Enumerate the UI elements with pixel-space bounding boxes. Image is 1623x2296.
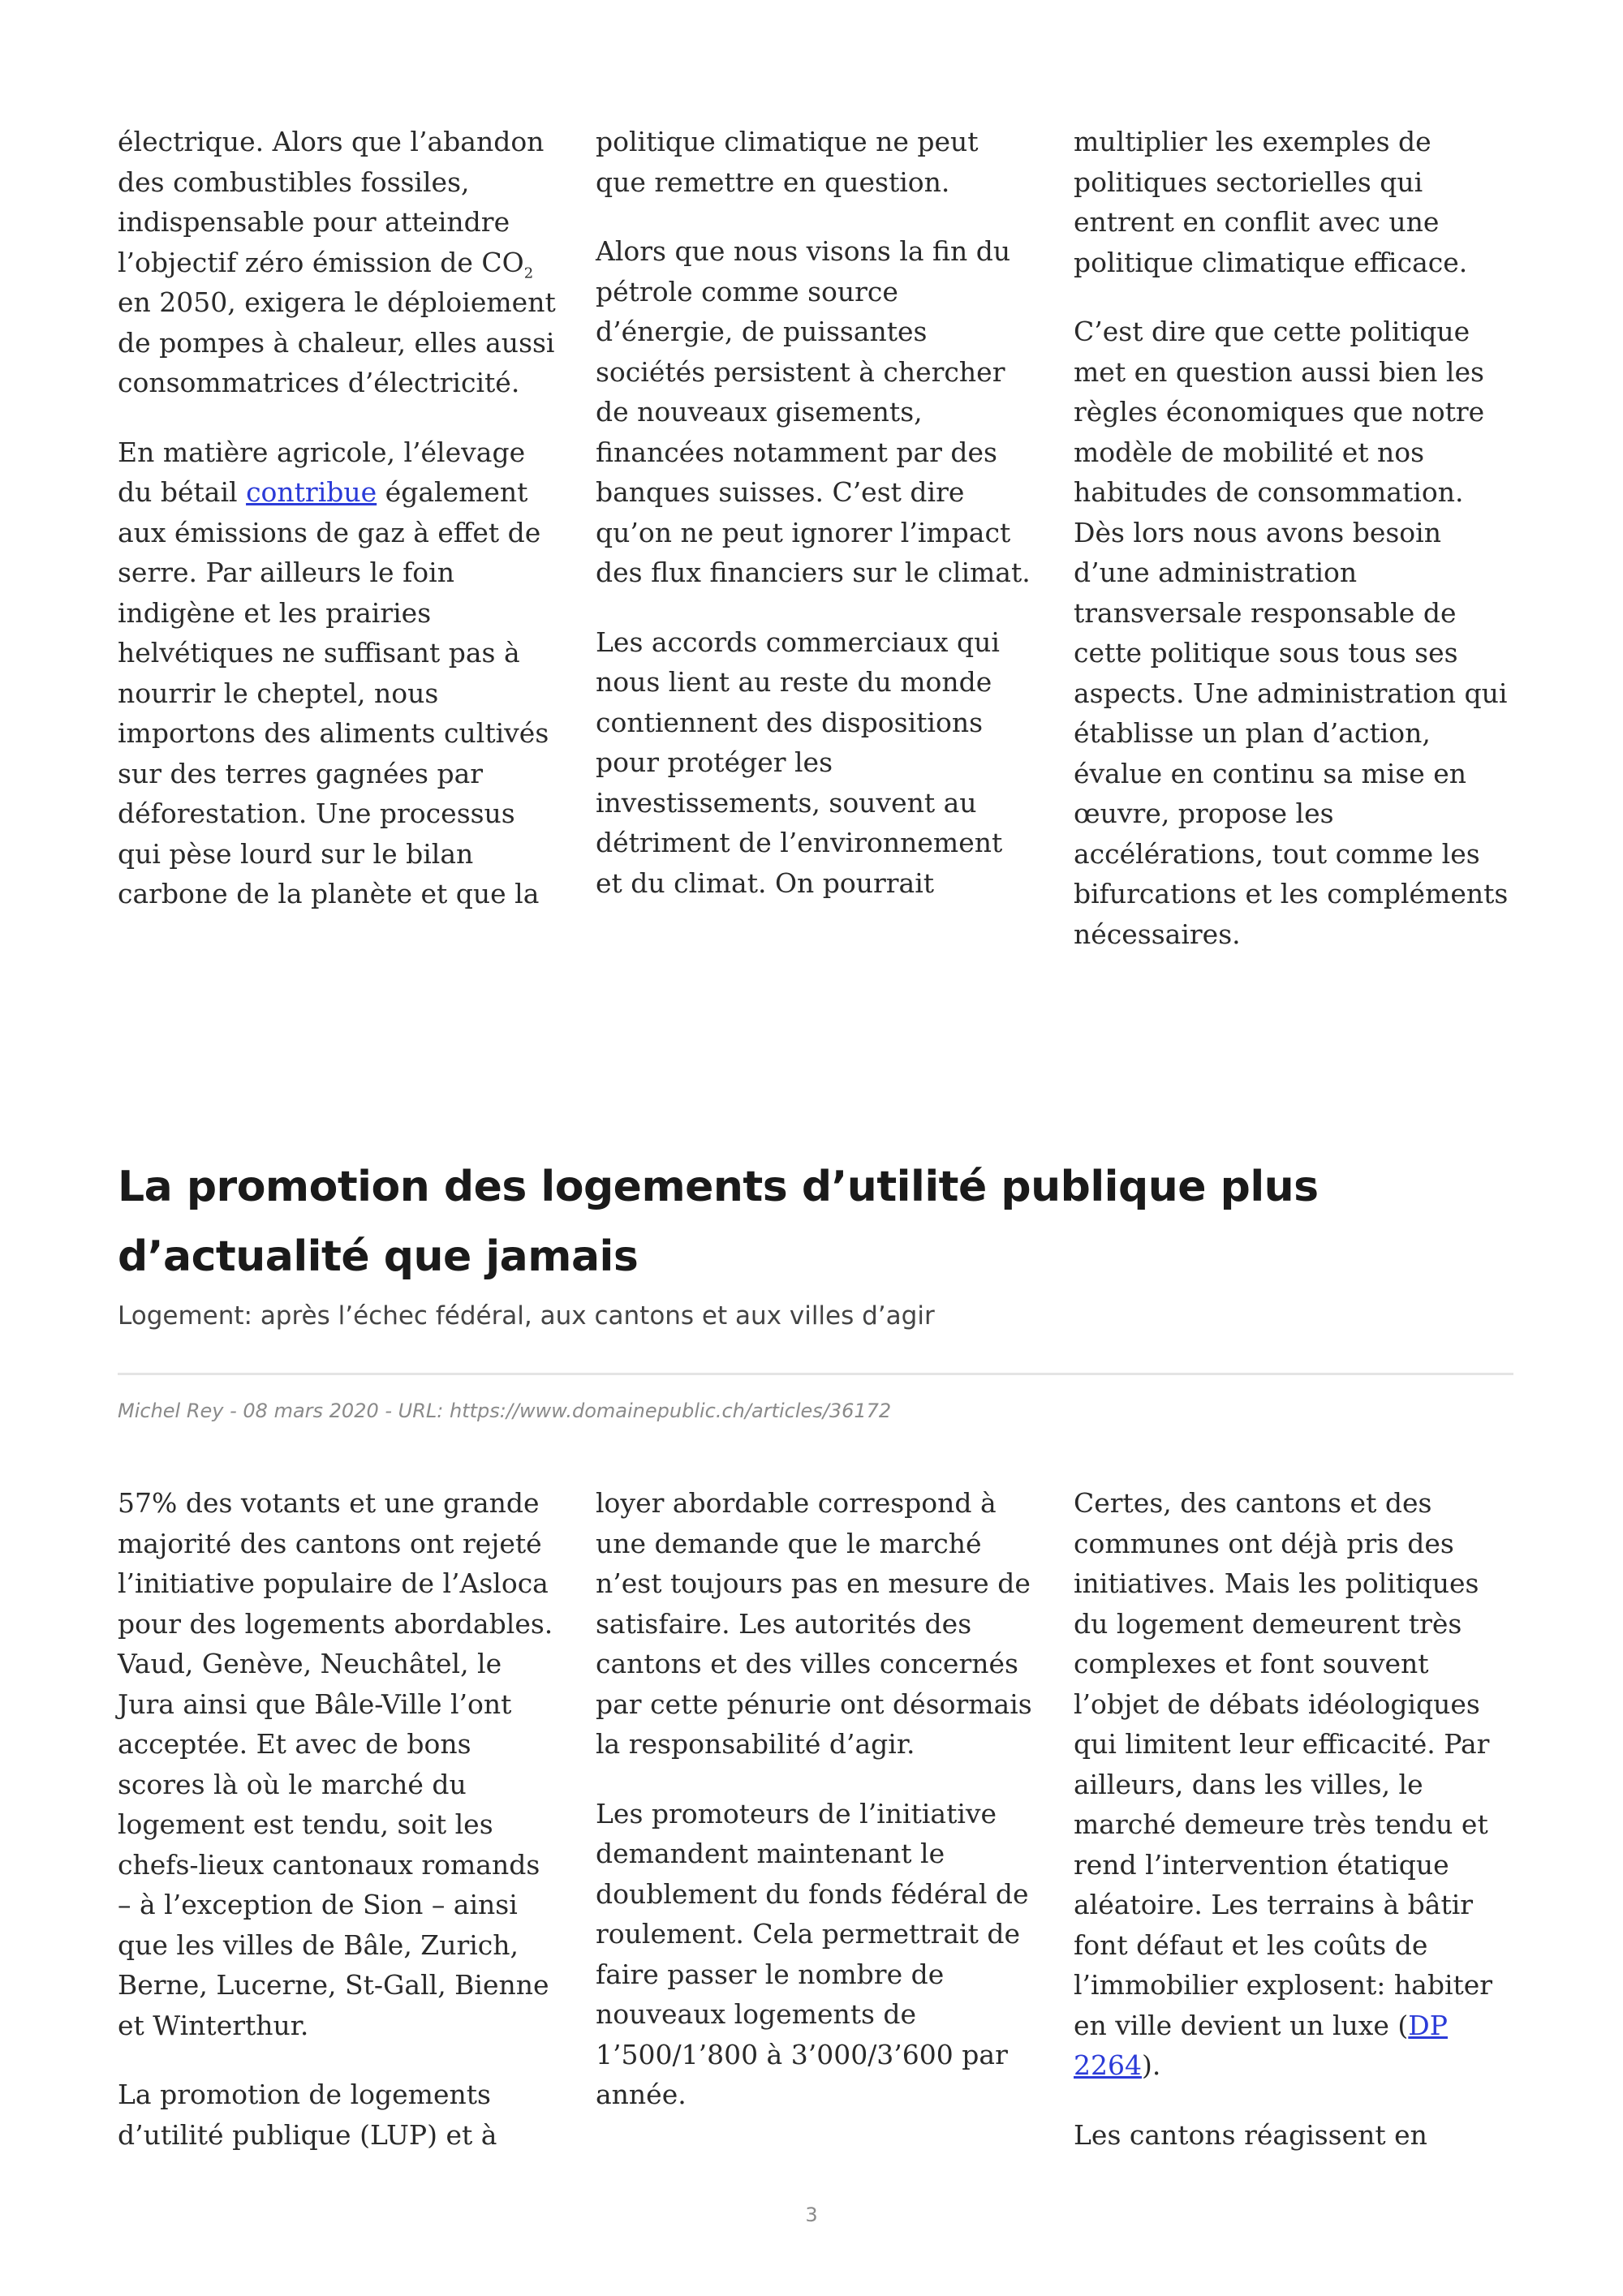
dp-2264-link[interactable]: DP 2264 — [1074, 2009, 1448, 2081]
article-subtitle: Logement: après l’échec fédéral, aux cantons et aux villes d’agir — [118, 1301, 935, 1331]
text-column-2 — [596, 1483, 1035, 2155]
text-column-2 — [596, 122, 1035, 954]
paragraph: En matière agricole, l’élevage du bétail contribue également aux émissions de gaz à effet de serre. Par ailleurs le foin indigène et les prairies helvétiques ne suffisant pas à nourrir le cheptel, nous importons des aliments cultivés sur des terres gagnées par déforestation. Une processus qui pèse lourd sur le bilan carbone de la planète et que la — [118, 436, 549, 909]
page-number: 3 — [805, 2204, 818, 2226]
paragraph: Certes, des cantons et des communes ont déjà pris des initiatives. Mais les politiques du logement demeurent très complexes et font souvent l’objet de débats idéologiques qui limitent leur efficacité. Par ailleurs, dans les villes, le marché demeure très tendu et rend l’intervention étatique aléatoire. Les terrains à bâtir font défaut et les coûts de l’immobilier explosent: habiter en ville devient un luxe (DP 2264). — [1074, 1487, 1493, 2081]
paragraph: 57% des votants et une grande majorité des cantons ont rejeté l’initiative populaire de l’Asloca pour des logements abordables. Vaud, Genève, Neuchâtel, le Jura ainsi que Bâle-Ville l’ont acceptée. Et avec de bons scores là où le marché du logement est tendu, soit les chefs-lieux cantonaux romands – à l’exception de Sion – ainsi que les villes de Bâle, Zurich, Berne, Lucerne, St-Gall, Bienne et Winterthur. — [118, 1487, 553, 2041]
subscript: 2 — [523, 264, 534, 282]
text-column-3 — [1074, 122, 1513, 954]
text-column-1 — [118, 122, 558, 954]
previous-article-columns — [118, 122, 1513, 954]
paragraph: politique climatique ne peut que remettre en question. — [596, 126, 979, 198]
text-column-1 — [118, 1483, 558, 2155]
article-columns — [118, 1483, 1513, 2155]
article-byline: Michel Rey - 08 mars 2020 - URL: https://www.domainepublic.ch/articles/36172 — [118, 1400, 892, 1422]
text-column-3 — [1074, 1483, 1513, 2155]
divider — [118, 1373, 1513, 1375]
paragraph: multiplier les exemples de politiques sectorielles qui entrent en conflit avec une politique climatique efficace. — [1074, 126, 1468, 278]
paragraph: loyer abordable correspond à une demande que le marché n’est toujours pas en mesure de satisfaire. Les autorités des cantons et des villes concernés par cette pénurie ont désormais la responsabilité d’agir. — [596, 1487, 1032, 1760]
paragraph: La promotion de logements d’utilité publique (LUP) et à — [118, 2079, 497, 2151]
paragraph: Alors que nous visons la fin du pétrole comme source d’énergie, de puissantes sociétés persistent à chercher de nouveaux gisements, financées notamment par des banques suisses. C’est dire qu’on ne peut ignorer l’impact des flux financiers sur le climat. — [596, 235, 1031, 588]
article-title: La promotion des logements d’utilité publique plus d’actualité que jamais — [118, 1163, 1319, 1281]
paragraph: Les accords commerciaux qui nous lient au reste du monde contiennent des dispositions pour protéger les investissements, souvent au détriment de l’environnement et du climat. On pourrait — [596, 626, 1003, 899]
paragraph: électrique. Alors que l’abandon des combustibles fossiles, indispensable pour atteindre l’objectif zéro émission de $CO_2$ en 2050, exigera le déploiement de pompes à chaleur, elles aussi consommatrices d’électricité. — [118, 126, 556, 398]
paragraph: Les cantons réagissent en — [1074, 2118, 1427, 2151]
paragraph: C’est dire que cette politique met en question aussi bien les règles économiques que notre modèle de mobilité et nos habitudes de consommation. Dès lors nous avons besoin d’une administration transversale responsable de cette politique sous tous ses aspects. Une administration qui établisse un plan d’action, évalue en continu sa mise en œuvre, propose les accélérations, tout comme les bifurcations et les compléments nécessaires. — [1074, 316, 1509, 950]
contribue-link[interactable]: contribue — [246, 476, 377, 508]
paragraph: Les promoteurs de l’initiative demandent maintenant le doublement du fonds fédéral de roulement. Cela permettrait de faire passer le nombre de nouveaux logements de 1’500/1’800 à 3’000/3’600 par année. — [596, 1797, 1029, 2110]
